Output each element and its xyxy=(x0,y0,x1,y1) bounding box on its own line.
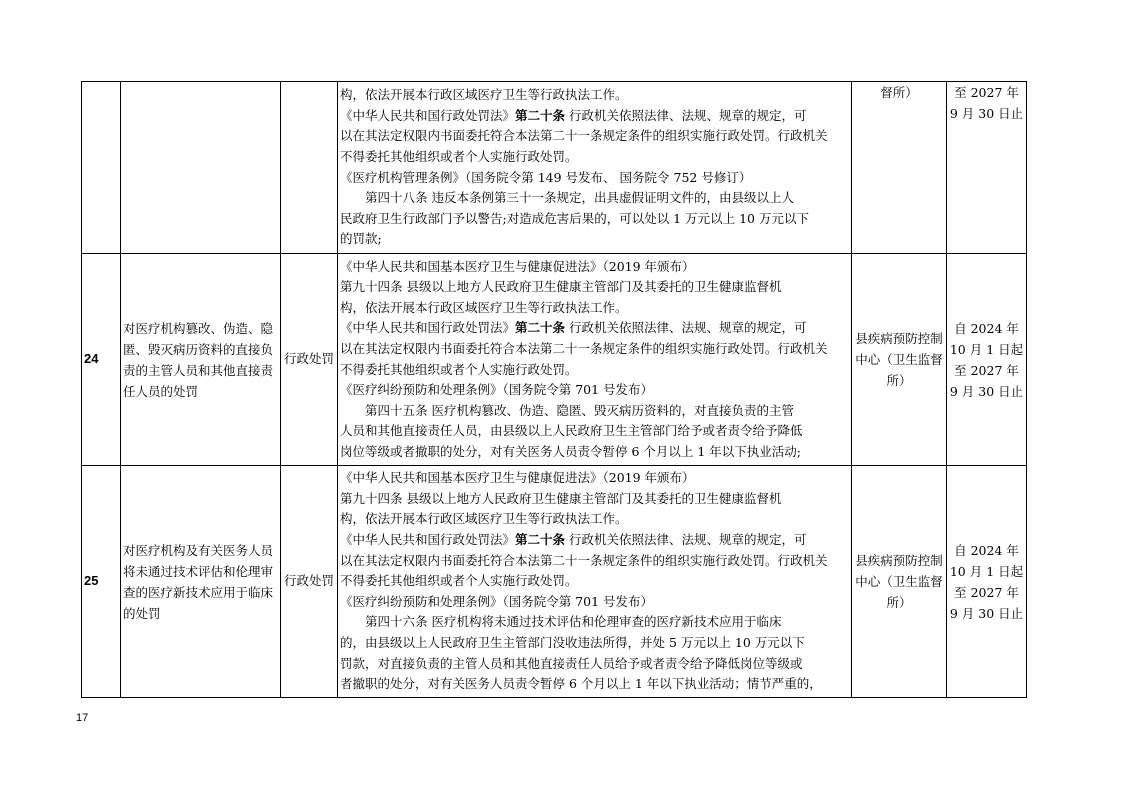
basis-text: 人员和其他直接责任人员，由县级以上人民政府卫生主管部门给予或者责令给予降低 xyxy=(340,423,803,439)
validity-line: 10 月 1 日起 xyxy=(949,341,1024,357)
basis-article-bold: 第二十条 xyxy=(515,532,566,548)
basis-line xyxy=(340,530,849,551)
basis-text: 者撤职的处分，对有关医务人员责令暂停 6 个月以上 1 年以下执业活动；情节严重的， xyxy=(340,676,822,692)
item-type: 行政处罚 xyxy=(281,466,338,698)
basis-text: 第九十四条 县级以上地方人民政府卫生健康主管部门及其委托的卫生健康监督机 xyxy=(340,490,782,506)
basis-text: 第四十八条 违反本条例第三十一条规定，出具虚假证明文件的，由县级以上人 xyxy=(365,190,794,206)
basis-line xyxy=(340,188,849,209)
basis-line xyxy=(340,318,849,339)
basis-text: 《中华人民共和国行政处罚法》 xyxy=(340,107,516,123)
validity-period xyxy=(947,254,1027,466)
basis-text: 行政机关依照法律、法规、规章的规定，可 xyxy=(565,320,807,336)
basis-text: 不得委托其他组织或者个人实施行政处罚。 xyxy=(340,361,578,377)
legal-basis xyxy=(338,254,852,466)
legal-basis xyxy=(338,466,852,698)
basis-text: 行政机关依照法律、法规、规章的规定，可 xyxy=(565,532,807,548)
basis-text: 以在其法定权限内书面委托符合本法第二十一条规定条件的组织实施行政处罚。行政机关 xyxy=(340,340,828,356)
basis-line xyxy=(340,401,849,422)
basis-text: 岗位等级或者撤职的处分，对有关医务人员责令暂停 6 个月以上 1 年以下执业活动; xyxy=(340,443,802,459)
table-body xyxy=(82,82,1027,698)
basis-text: 的，由县级以上人民政府卫生主管部门没收违法所得，并处 5 万元以上 10 万元以下 xyxy=(340,634,805,650)
basis-text: 的罚款; xyxy=(340,231,382,247)
regulation-table xyxy=(81,81,1027,698)
enforcement-body: 县疾病预防控制中心（卫生监督所） xyxy=(852,466,947,698)
basis-line xyxy=(340,421,849,442)
basis-text: 第九十四条 县级以上地方人民政府卫生健康主管部门及其委托的卫生健康监督机 xyxy=(340,279,782,295)
basis-text: 《医疗纠纷预防和处理条例》（国务院令第 701 号发布） xyxy=(340,382,654,398)
item-name xyxy=(121,82,281,254)
basis-text: 《医疗纠纷预防和处理条例》（国务院令第 701 号发布） xyxy=(340,593,654,609)
validity-period xyxy=(947,82,1027,254)
basis-line xyxy=(340,551,849,572)
basis-text: 《中华人民共和国基本医疗卫生与健康促进法》（2019 年颁布） xyxy=(340,470,695,486)
validity-line: 10 月 1 日起 xyxy=(949,563,1024,579)
basis-text: 构，依法开展本行政区域医疗卫生等行政执法工作。 xyxy=(340,87,628,103)
basis-line xyxy=(340,339,849,360)
basis-text: 不得委托其他组织或者个人实施行政处罚。 xyxy=(340,573,578,589)
basis-line xyxy=(340,592,849,613)
validity-line: 至 2027 年 xyxy=(954,85,1019,100)
basis-text: 民政府卫生行政部门予以警告;对造成危害后果的，可以处以 1 万元以上 10 万元以下 xyxy=(340,210,809,226)
basis-line xyxy=(340,654,849,675)
basis-line xyxy=(340,298,849,319)
basis-line xyxy=(340,147,849,168)
validity-line: 至 2027 年 xyxy=(954,362,1019,378)
basis-text: 《中华人民共和国行政处罚法》 xyxy=(340,532,516,548)
basis-line xyxy=(340,106,849,127)
table-row xyxy=(82,82,1027,254)
basis-line xyxy=(340,509,849,530)
basis-line xyxy=(340,257,849,278)
page-number: 17 xyxy=(76,712,89,724)
table-row xyxy=(82,466,1027,698)
basis-article-bold: 第二十条 xyxy=(515,107,566,123)
basis-line xyxy=(340,126,849,147)
basis-text: 以在其法定权限内书面委托符合本法第二十一条规定条件的组织实施行政处罚。行政机关 xyxy=(340,552,828,568)
basis-line xyxy=(340,489,849,510)
basis-text: 不得委托其他组织或者个人实施行政处罚。 xyxy=(340,148,578,164)
row-number: 25 xyxy=(82,466,121,698)
validity-line: 9 月 30 日止 xyxy=(949,605,1024,621)
basis-text: 《医疗机构管理条例》（国务院令第 149 号发布、 国务院令 752 号修订） xyxy=(340,169,752,185)
row-number xyxy=(82,82,121,254)
table-row xyxy=(82,254,1027,466)
basis-line xyxy=(340,229,849,250)
basis-text: 第四十六条 医疗机构将未通过技术评估和伦理审查的医疗新技术应用于临床 xyxy=(365,614,782,630)
basis-line xyxy=(340,209,849,230)
enforcement-body: 督所） xyxy=(852,82,947,254)
validity-period xyxy=(947,466,1027,698)
validity-line: 9 月 30 日止 xyxy=(949,106,1024,121)
basis-text: 第四十五条 医疗机构篡改、伪造、隐匿、毁灭病历资料的，对直接负责的主管 xyxy=(365,402,794,418)
basis-text: 《中华人民共和国行政处罚法》 xyxy=(340,320,516,336)
basis-line xyxy=(340,168,849,189)
row-number: 24 xyxy=(82,254,121,466)
basis-line xyxy=(340,674,849,695)
validity-line: 自 2024 年 xyxy=(954,320,1019,336)
basis-text: 以在其法定权限内书面委托符合本法第二十一条规定条件的组织实施行政处罚。行政机关 xyxy=(340,128,828,144)
legal-basis xyxy=(338,82,852,254)
basis-line xyxy=(340,360,849,381)
enforcement-body: 县疾病预防控制中心（卫生监督所） xyxy=(852,254,947,466)
basis-line xyxy=(340,612,849,633)
basis-text: 罚款，对直接负责的主管人员和其他直接责任人员给予或者责令给予降低岗位等级或 xyxy=(340,655,803,671)
item-name: 对医疗机构及有关医务人员将未通过技术评估和伦理审查的医疗新技术应用于临床的处罚 xyxy=(121,466,281,698)
item-type xyxy=(281,82,338,254)
basis-line xyxy=(340,633,849,654)
basis-line xyxy=(340,277,849,298)
basis-line xyxy=(340,380,849,401)
basis-line xyxy=(340,468,849,489)
basis-article-bold: 第二十条 xyxy=(515,320,566,336)
basis-line xyxy=(340,85,849,106)
validity-line: 至 2027 年 xyxy=(954,584,1019,600)
basis-text: 行政机关依照法律、法规、规章的规定，可 xyxy=(565,107,807,123)
basis-text: 构，依法开展本行政区域医疗卫生等行政执法工作。 xyxy=(340,299,628,315)
basis-line xyxy=(340,571,849,592)
validity-line: 自 2024 年 xyxy=(954,542,1019,558)
basis-text: 《中华人民共和国基本医疗卫生与健康促进法》（2019 年颁布） xyxy=(340,258,695,274)
item-name: 对医疗机构篡改、伪造、隐匿、毁灭病历资料的直接负责的主管人员和其他直接责任人员的处罚 xyxy=(121,254,281,466)
validity-line: 9 月 30 日止 xyxy=(949,383,1024,399)
basis-line xyxy=(340,442,849,463)
basis-text: 构，依法开展本行政区域医疗卫生等行政执法工作。 xyxy=(340,511,628,527)
item-type: 行政处罚 xyxy=(281,254,338,466)
